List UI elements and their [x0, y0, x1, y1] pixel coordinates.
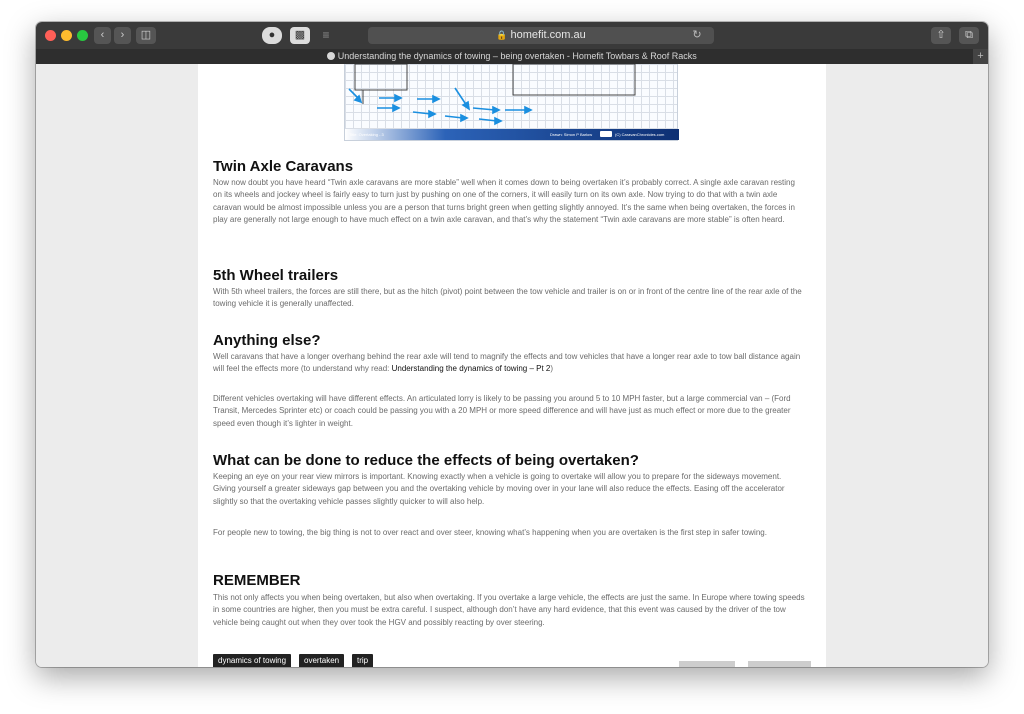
- address-bar[interactable]: [368, 27, 714, 44]
- share-action-button[interactable]: [679, 661, 735, 667]
- address-text: homefit.com.au: [510, 29, 586, 41]
- tag-trip[interactable]: trip: [352, 654, 373, 667]
- tab-bar: [36, 49, 988, 64]
- section-heading: What can be done to reduce the effects of being overtaken?: [213, 452, 639, 469]
- share-icon: ⇧: [936, 29, 946, 41]
- window-icon: ▩: [294, 29, 306, 41]
- diagram-drawn-by: Drawn: Simon P Barlow: [550, 132, 593, 137]
- section-heading: REMEMBER: [213, 572, 301, 589]
- section-paragraph: With 5th wheel trailers, the forces are still there, but as the hitch (pivot) point between the tow vehicle and trailer is on or in front of the centre line of the rear axle of the towing vehicle it is generally unaffected.: [213, 287, 802, 309]
- share-button[interactable]: [931, 27, 951, 44]
- section-paragraph: Now now doubt you have heard “Twin axle caravans are more stable” well when it comes down to being overtaken it’s probably correct. A single axle caravan resting on its wheels and jockey wheel is fairly easy to turn just by pushing on one of the corners, it will easily turn on its own axle. Now trying to do that with a twin axle caravan would be almost impossible unless you are a person that turns bright green when getting slightly annoyed. It’s the same when being overtaken, the forces in play are generally not large enough to have much effect on a twin axle caravan, and that’s why the statement “Twin axle caravans are more stable” is often heard.: [213, 178, 795, 224]
- forward-button[interactable]: [114, 27, 131, 44]
- diagram-footer-bar: [345, 129, 679, 140]
- page-content: [198, 64, 826, 667]
- tab-title[interactable]: Understanding the dynamics of towing – being overtaken - Homefit Towbars & Roof Racks: [337, 51, 697, 61]
- minimize-window-button[interactable]: [61, 30, 72, 41]
- tag-dynamics-of-towing[interactable]: dynamics of towing: [213, 654, 291, 667]
- towing-diagram-image: [344, 64, 678, 141]
- truck-outline: [513, 64, 635, 95]
- diagram-title: Title: Overtaking - 3: [349, 132, 384, 137]
- browser-toolbar: [36, 22, 988, 50]
- back-button[interactable]: [94, 27, 111, 44]
- diagram-copyright: (C) CaravanChronicles.com: [615, 132, 665, 137]
- sidebar-icon: ◫: [140, 29, 152, 41]
- tabs-icon: ⧉: [965, 29, 973, 41]
- section-paragraph: Keeping an eye on your rear view mirrors is important. Knowing exactly when a vehicle is going to overtake will allow you to prepare for the sideways movement. Giving yourself a greater sideways gap between you and the overtaking vehicle by moving over in your lane will also reduce the effects. Easing off the accelerator slightly so that the overtaking vehicle passes slightly quicker to will also help.: [213, 472, 785, 506]
- chevron-left-icon: ‹: [100, 29, 105, 41]
- new-tab-button[interactable]: +: [973, 49, 988, 64]
- reader-mode-button[interactable]: [318, 27, 334, 44]
- site-favicon-icon: [327, 52, 335, 60]
- sidebar-toggle-button[interactable]: [136, 27, 156, 44]
- browser-window: [36, 22, 988, 667]
- caravan-logo-icon: [600, 131, 612, 137]
- zoom-window-button[interactable]: [77, 30, 88, 41]
- shield-icon: ●: [268, 29, 276, 41]
- privacy-extension-button[interactable]: [262, 27, 282, 44]
- pt2-article-link[interactable]: Understanding the dynamics of towing – Pt 2: [391, 364, 551, 374]
- lock-icon: 🔒: [496, 30, 508, 40]
- caravan-outline: [355, 64, 407, 90]
- chevron-right-icon: ›: [120, 29, 125, 41]
- section-paragraph: Different vehicles overtaking will have different effects. An articulated lorry is likely to be passing you around 5 to 10 MPH faster, but a large commercial van – (Ford Transit, Mercedes Sprinter etc) or coach could be passing you with a 20 MPH or more speed difference and will have just as much effect or more due to the greater speed even though it’s lighter in weight.: [213, 394, 791, 428]
- web-viewport: [36, 64, 988, 667]
- reload-button[interactable]: [688, 27, 706, 44]
- section-heading: Anything else?: [213, 332, 321, 349]
- reload-icon: ↻: [692, 29, 702, 41]
- reader-icon: ≡: [322, 28, 330, 42]
- tag-overtaken[interactable]: overtaken: [299, 654, 344, 667]
- extension-button[interactable]: [290, 27, 310, 44]
- section-paragraph: Well caravans that have a longer overhang behind the rear axle will tend to magnify the effects and tow vehicles that have a longer rear axle to tow ball distance again will feel the effects more (to understand why read: Understanding the dynamics of towing – Pt 2): [213, 352, 801, 374]
- share-action-button[interactable]: [748, 661, 811, 667]
- section-paragraph: This not only affects you when being overtaken, but also when overtaking. If you overtake a large vehicle, the effects are just the same. In Europe where towing speeds in some countries are higher, then you must be extra careful. I suspect, although don’t have any hard evidence, that this event was caused by the driver of the tow vehicle being caught out when they over took the HGV and possibly reacting by over steering.: [213, 593, 805, 627]
- section-paragraph: For people new to towing, the big thing is not to over react and over steer, knowing what’s happening when you are overtaken is the first step in safer towing.: [213, 528, 767, 537]
- section-heading: 5th Wheel trailers: [213, 267, 339, 284]
- tabs-overview-button[interactable]: [959, 27, 979, 44]
- close-window-button[interactable]: [45, 30, 56, 41]
- section-heading: Twin Axle Caravans: [213, 158, 354, 175]
